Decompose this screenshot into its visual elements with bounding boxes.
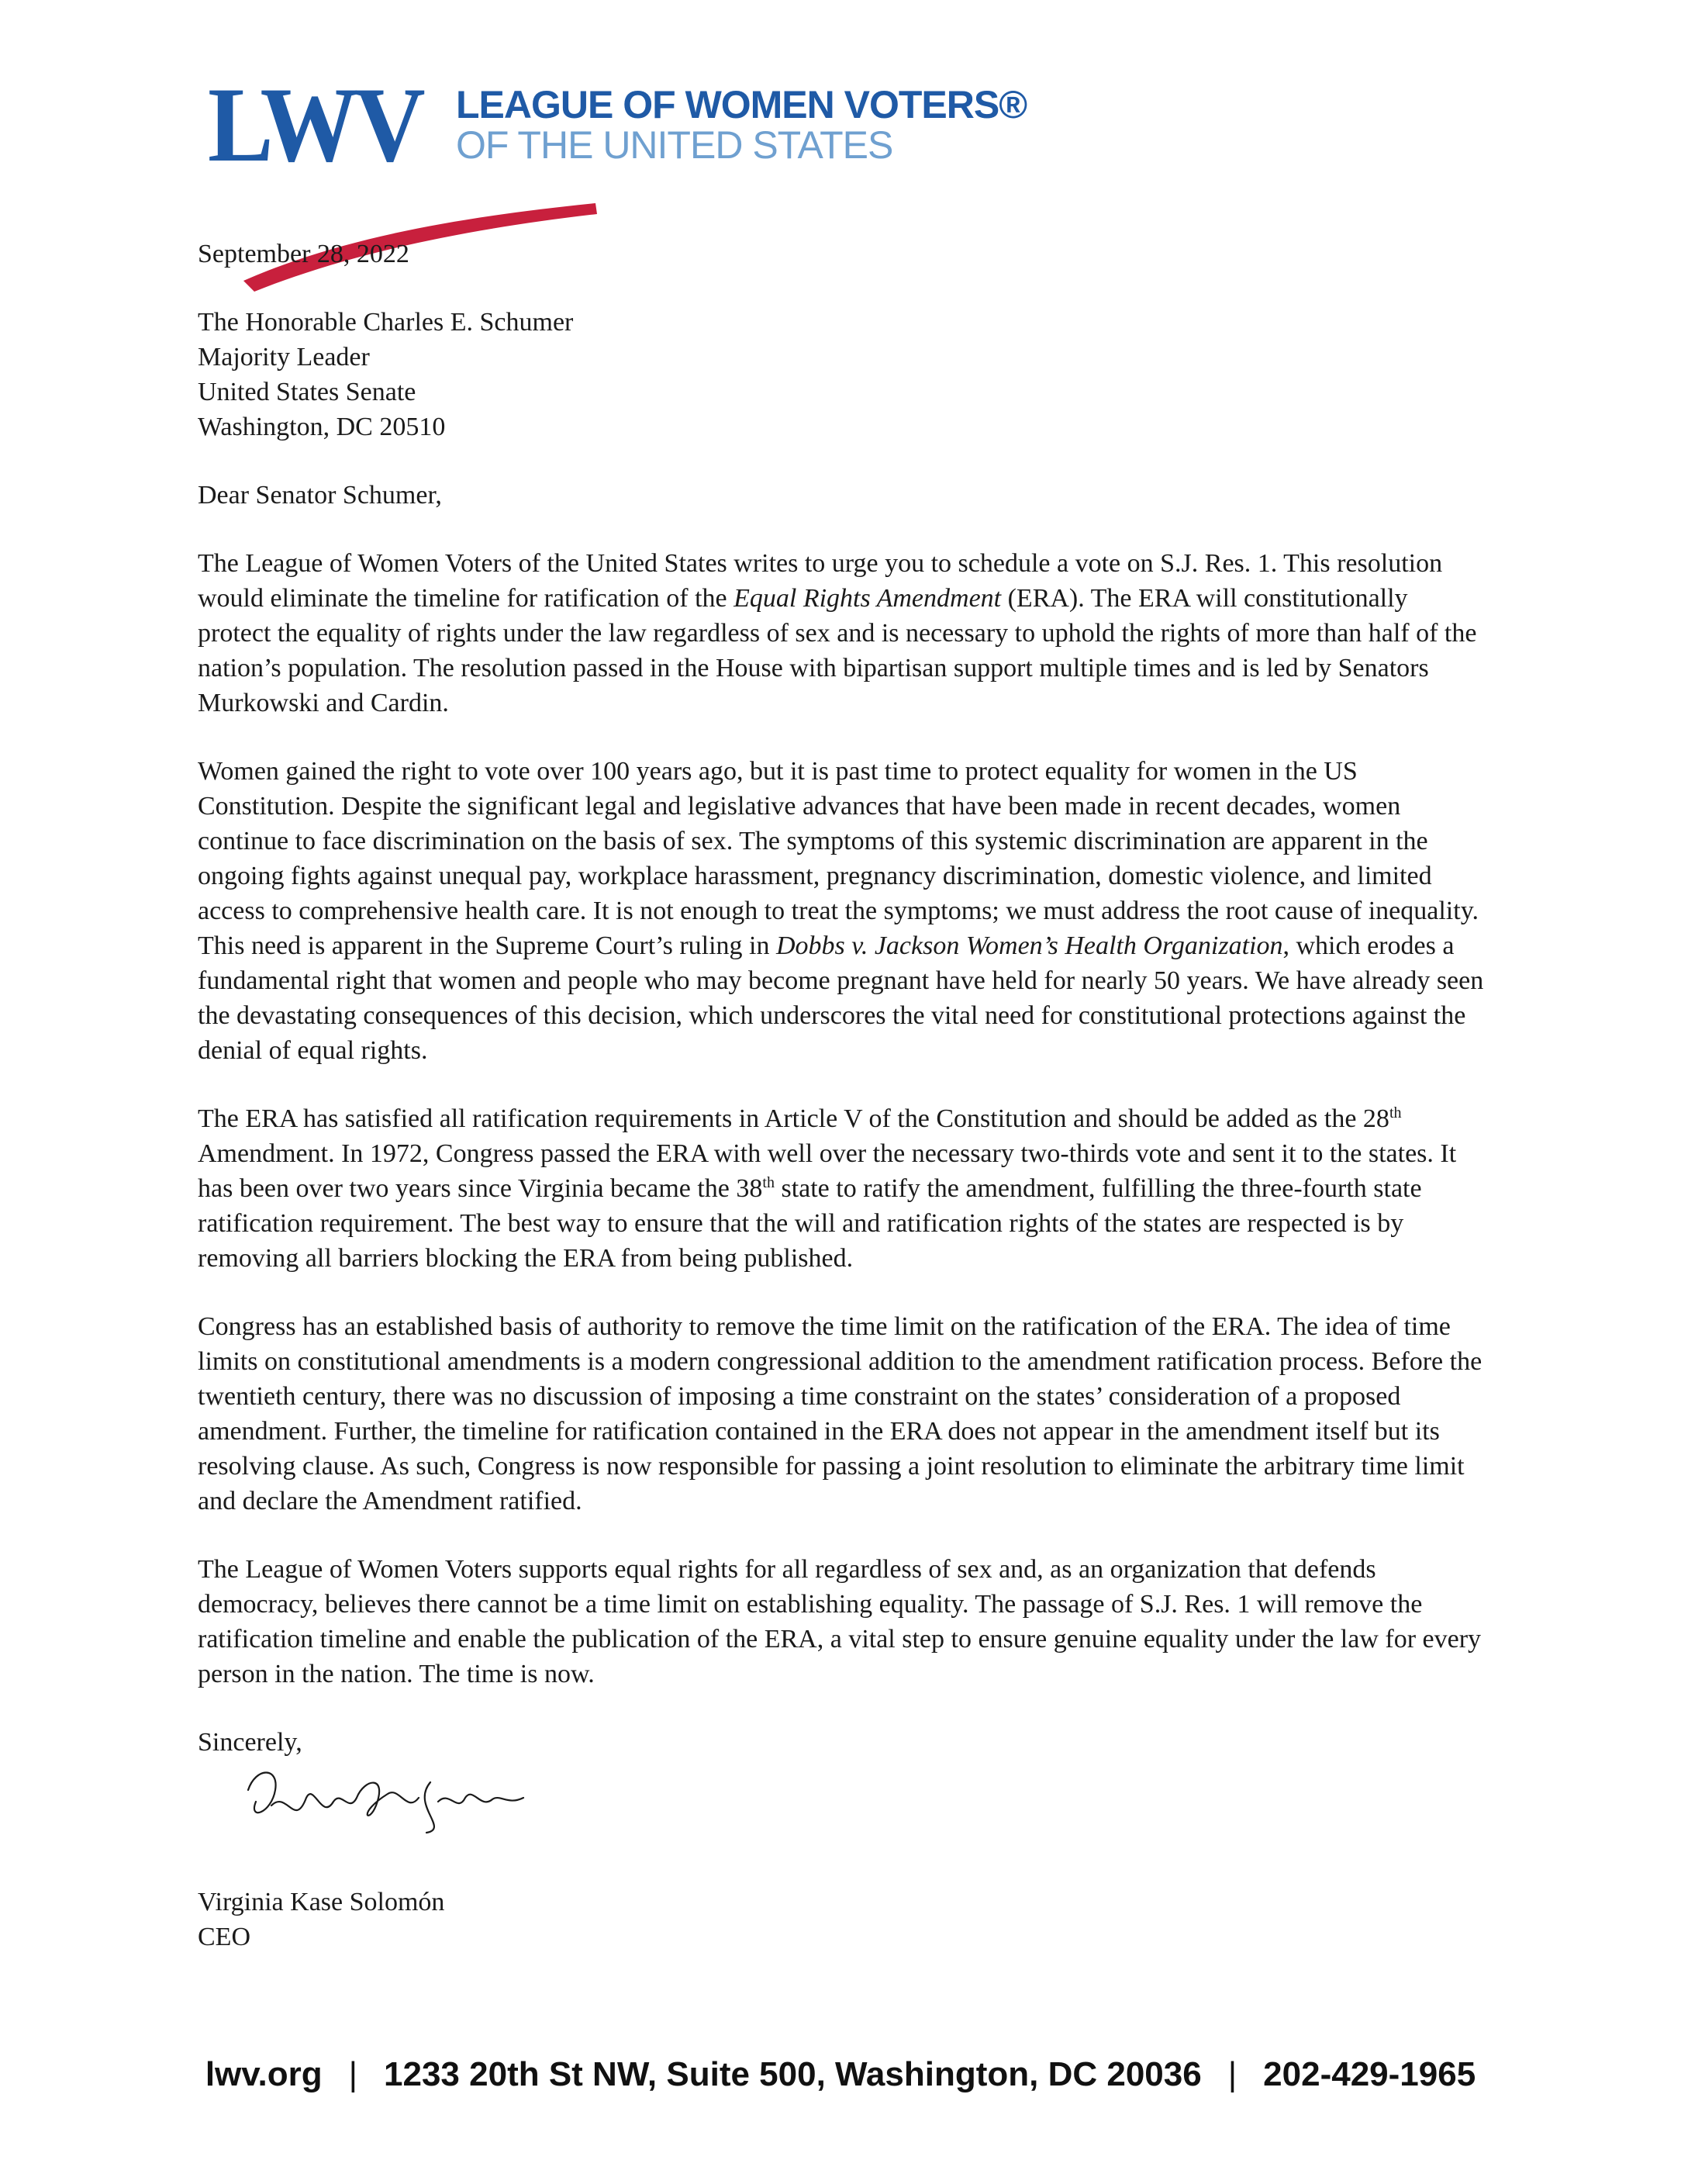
footer-separator: | — [1227, 2055, 1237, 2093]
recipient-line: The Honorable Charles E. Schumer — [198, 308, 574, 337]
text-run: The ERA has satisfied all ratification requirements in Article V of the Constitution and should be added as the 28 — [198, 1104, 1389, 1133]
organization-subname: OF THE UNITED STATES — [456, 123, 893, 167]
signer-title: CEO — [198, 1923, 250, 1951]
text-run: state to ratify the amendment, fulfilling the three-fourth state ratification requirement. The best way to ensure that the will and ratification rights of the states are respected is by removing all barriers blocking the ERA from being published. — [198, 1174, 1422, 1273]
paragraph-2 — [198, 754, 1485, 1068]
text-run: The League of Women Voters of the United States writes to urge you to schedule a vote on S.J. Res. 1. This resolution would eliminate the timeline for ratification of the — [198, 549, 1443, 613]
footer-address: 1233 20th St NW, Suite 500, Washington, DC 20036 — [384, 2055, 1202, 2093]
footer-website: lwv.org — [205, 2055, 323, 2093]
text-run: Women gained the right to vote over 100 years ago, but it is past time to protect equality for women in the US Constitution. Despite the significant legal and legislative advances that have been made in recent decades, women continue to face discrimination on the basis of sex. The symptoms of this systemic discrimination are apparent in the ongoing fights against unequal pay, workplace harassment, pregnancy discrimination, domestic violence, and limited access to comprehensive health care. It is not enough to treat the symptoms; we must address the root cause of inequality. This need is apparent in the Supreme Court’s ruling in — [198, 757, 1479, 960]
organization-name: LEAGUE OF WOMEN VOTERS® — [456, 83, 1027, 126]
paragraph-4: Congress has an established basis of authority to remove the time limit on the ratification of the ERA. The idea of time limits on constitutional amendments is a modern congressional addition to the amendment ratification process. Before the twentieth century, there was no discussion of imposing a time constraint on the states’ consideration of a proposed amendment. Further, the timeline for ratification contained in the ERA does not appear in the amendment itself but its resolving clause. As such, Congress is now responsible for passing a joint resolution to eliminate the arbitrary time limit and declare the Amendment ratified. — [198, 1312, 1483, 1515]
lwv-logo — [208, 65, 1027, 226]
italic-run: Dobbs v. Jackson Women’s Health Organization — [775, 931, 1283, 960]
paragraph-1 — [198, 546, 1485, 721]
footer-phone: 202-429-1965 — [1263, 2055, 1476, 2093]
footer-separator: | — [348, 2055, 358, 2093]
paragraph-5: The League of Women Voters supports equal rights for all regardless of sex and, as an organization that defends democracy, believes there cannot be a time limit on establishing equality. The passage of S.J. Res. 1 will remove the ratification timeline and enable the publication of the ERA, a vital step to ensure genuine equality under the law for every person in the nation. The time is now. — [198, 1555, 1482, 1688]
paragraph-3 — [198, 1101, 1485, 1276]
recipient-line: United States Senate — [198, 378, 416, 406]
recipient-address — [198, 305, 1485, 444]
ordinal-suffix: th — [762, 1174, 775, 1191]
footer — [0, 2055, 1681, 2094]
signer-name: Virginia Kase Solomón — [198, 1888, 445, 1916]
text-run: Amendment. In 1972, Congress passed the ERA with well over the necessary two-thirds vote and sent it to the states. It has been over two years since Virginia became the 38 — [198, 1139, 1457, 1203]
letter-body — [198, 237, 1485, 1793]
logo-mark: LWV — [208, 65, 422, 184]
salutation: Dear Senator Schumer, — [198, 481, 442, 510]
recipient-line: Majority Leader — [198, 343, 370, 371]
closing: Sincerely, — [198, 1728, 302, 1757]
handwritten-signature — [233, 1759, 527, 1844]
recipient-line: Washington, DC 20510 — [198, 413, 446, 441]
italic-run: Equal Rights Amendment — [733, 584, 1002, 613]
text-run: (ERA). The ERA will constitutionally protect the equality of rights under the law regardless of sex and is necessary to uphold the rights of more than half of the nation’s population. The resolution passed in the House with bipartisan support multiple times and is led by Senators Murkowski and Cardin. — [198, 584, 1477, 717]
text-run: , which erodes a fundamental right that women and people who may become pregnant have held for nearly 50 years. We have already seen the devastating consequences of this decision, which underscores the vital need for constitutional protections against the denial of equal rights. — [198, 931, 1484, 1065]
signer-block — [198, 1885, 444, 1954]
letter-date: September 28, 2022 — [198, 240, 409, 268]
ordinal-suffix: th — [1389, 1104, 1402, 1121]
